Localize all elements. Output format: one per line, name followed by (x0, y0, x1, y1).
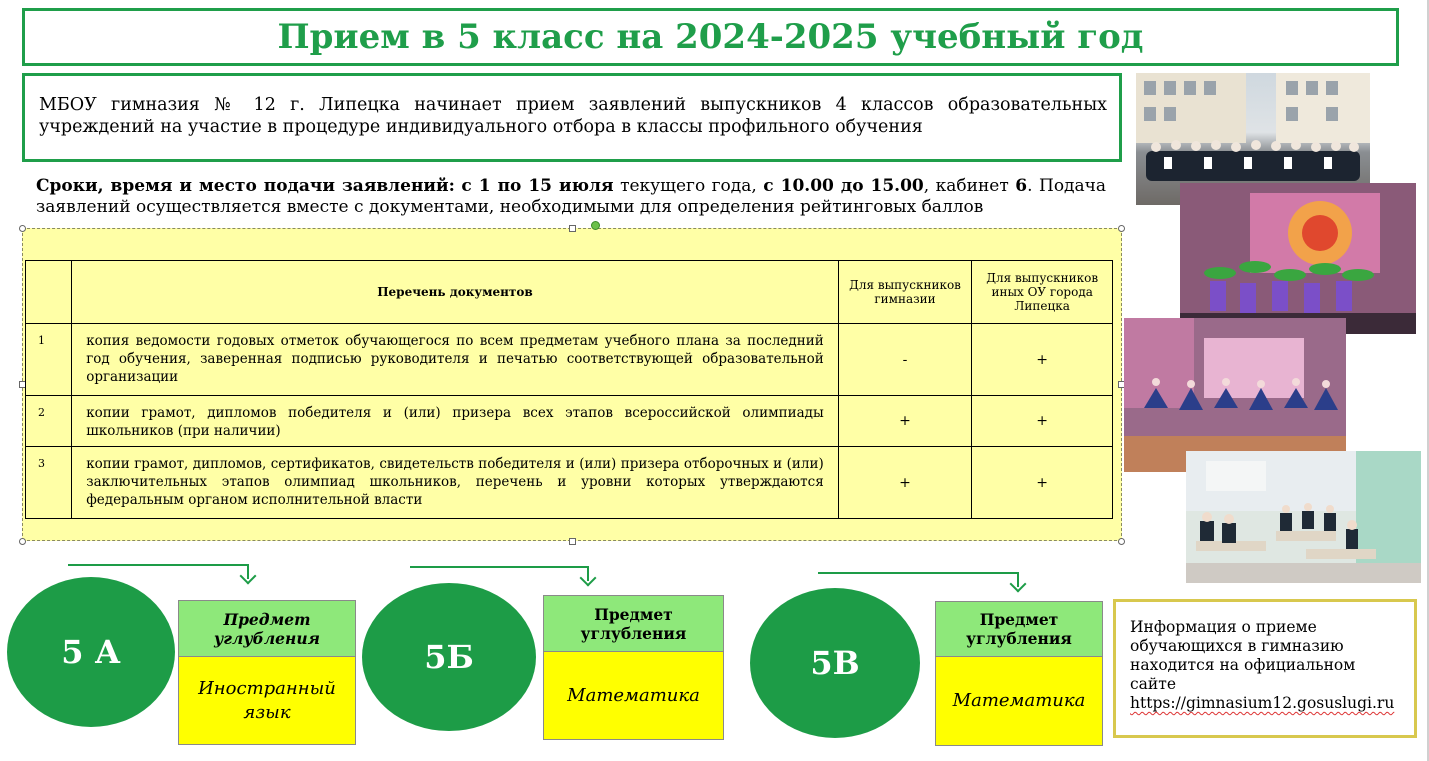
table-row (26, 447, 1113, 519)
row-desc: копии грамот, дипломов победителя и (или) призера всех этапов всероссийской олимпиады школьников (при наличии) (72, 396, 839, 447)
class-5v-subject-header (935, 601, 1103, 657)
class-5v-label: 5В (810, 644, 860, 682)
row-other-mark: + (972, 447, 1113, 519)
row-num: 2 (26, 396, 72, 447)
class-5a-circle (7, 577, 175, 727)
header-list: Перечень документов (72, 261, 839, 324)
row-num: 3 (26, 447, 72, 519)
row-gym-mark: - (838, 324, 972, 396)
row-other-mark: + (972, 396, 1113, 447)
arrow-5a-head (240, 568, 257, 585)
deadline-label: Сроки, время и место подачи заявлений: (36, 176, 455, 196)
resize-handle-top-left[interactable] (19, 225, 26, 232)
header-gym: Для выпускников гимназии (838, 261, 972, 324)
intro-box (22, 73, 1122, 162)
resize-handle-bottom[interactable] (569, 538, 576, 545)
row-num: 1 (26, 324, 72, 396)
resize-handle-top-right[interactable] (1118, 225, 1125, 232)
resize-handle-bottom-right[interactable] (1118, 538, 1125, 545)
class-5b-subject-label: Предмет углубления (580, 604, 687, 643)
class-5a-subject-label: Предмет углубления (214, 609, 320, 648)
class-5v-subject-label: Предмет углубления (966, 610, 1072, 648)
row-desc: копия ведомости годовых отметок обучающегося по всем предметам учебного плана за последний год обучения, заверенная подписью руководителя и печатью соответствующей образовательной организации (72, 324, 839, 396)
arrow-5v (818, 572, 1018, 574)
documents-table (25, 260, 1113, 519)
row-gym-mark: + (838, 396, 972, 447)
deadline-text1: текущего года, (620, 176, 757, 196)
info-text: Информация о приеме обучающихся в гимназию находится на официальном сайте (1130, 618, 1356, 693)
class-5v-subject: Математика (952, 690, 1086, 711)
class-5b-subject-header (543, 595, 724, 652)
deadline-text2: , кабинет (923, 176, 1009, 196)
row-desc: копии грамот, дипломов, сертификатов, свидетельств победителя и (или) призера отборочных и (или) заключительных этапов олимпиад школьников, перечень и уровни которых утверждаются федеральным органом исполнительной власти (72, 447, 839, 519)
deadline-text: Сроки, время и место подачи заявлений: с 1 по 15 июля текущего года, с 10.00 до 15.00, кабинет 6. Подача заявлений осуществляется вместе с документами, необходимыми для определения рейтинговых баллов (36, 176, 1107, 217)
resize-handle-top[interactable] (569, 225, 576, 232)
table-row (26, 324, 1113, 396)
row-other-mark: + (972, 324, 1113, 396)
row-gym-mark: + (838, 447, 972, 519)
title-banner (22, 8, 1399, 66)
deadline-dates: с 1 по 15 июля (461, 176, 614, 196)
info-url[interactable]: https://gimnasium12.gosuslugi.ru (1130, 694, 1395, 712)
deadline-room: 6 (1015, 176, 1028, 196)
classroom-photo (1186, 451, 1421, 583)
class-5b-circle (362, 583, 536, 731)
class-5b-subject-box (543, 652, 724, 740)
arrow-5a (68, 564, 248, 566)
table-row (26, 396, 1113, 447)
class-5a-subject-box (178, 657, 356, 745)
info-box (1113, 599, 1417, 738)
arrow-5b-head (580, 570, 597, 587)
class-5v-subject-box (935, 657, 1103, 746)
deadline-time: с 10.00 до 15.00 (763, 176, 924, 196)
dance-performance-photo (1124, 318, 1346, 472)
class-5a-label: 5 А (61, 633, 121, 671)
header-other: Для выпускников иных ОУ города Липецка (972, 261, 1113, 324)
page-title: Прием в 5 класс на 2024-2025 учебный год (277, 17, 1144, 57)
class-5b-label: 5Б (424, 638, 474, 676)
documents-panel[interactable] (22, 228, 1122, 541)
arrow-5v-head (1010, 576, 1027, 593)
class-5a-subject: Иностранный язык (198, 677, 336, 723)
header-num (26, 261, 72, 324)
deadline-line2: Подача заявлений осуществляется вместе с документами, необходимыми для определения рейтинговых баллов (36, 176, 1107, 217)
resize-handle-bottom-left[interactable] (19, 538, 26, 545)
intro-text: МБОУ гимназия № 12 г. Липецка начинает прием заявлений выпускников 4 классов образовательных учреждений на участие в процедуре индивидуального отбора в классы профильного обучения (39, 95, 1107, 137)
stage-performance-photo (1180, 183, 1416, 334)
table-header-row (26, 261, 1113, 324)
rotate-handle[interactable] (591, 221, 600, 230)
class-5b-subject: Математика (567, 684, 700, 706)
arrow-5b (410, 566, 588, 568)
class-5v-circle (750, 588, 920, 738)
class-5a-subject-header (178, 600, 356, 657)
